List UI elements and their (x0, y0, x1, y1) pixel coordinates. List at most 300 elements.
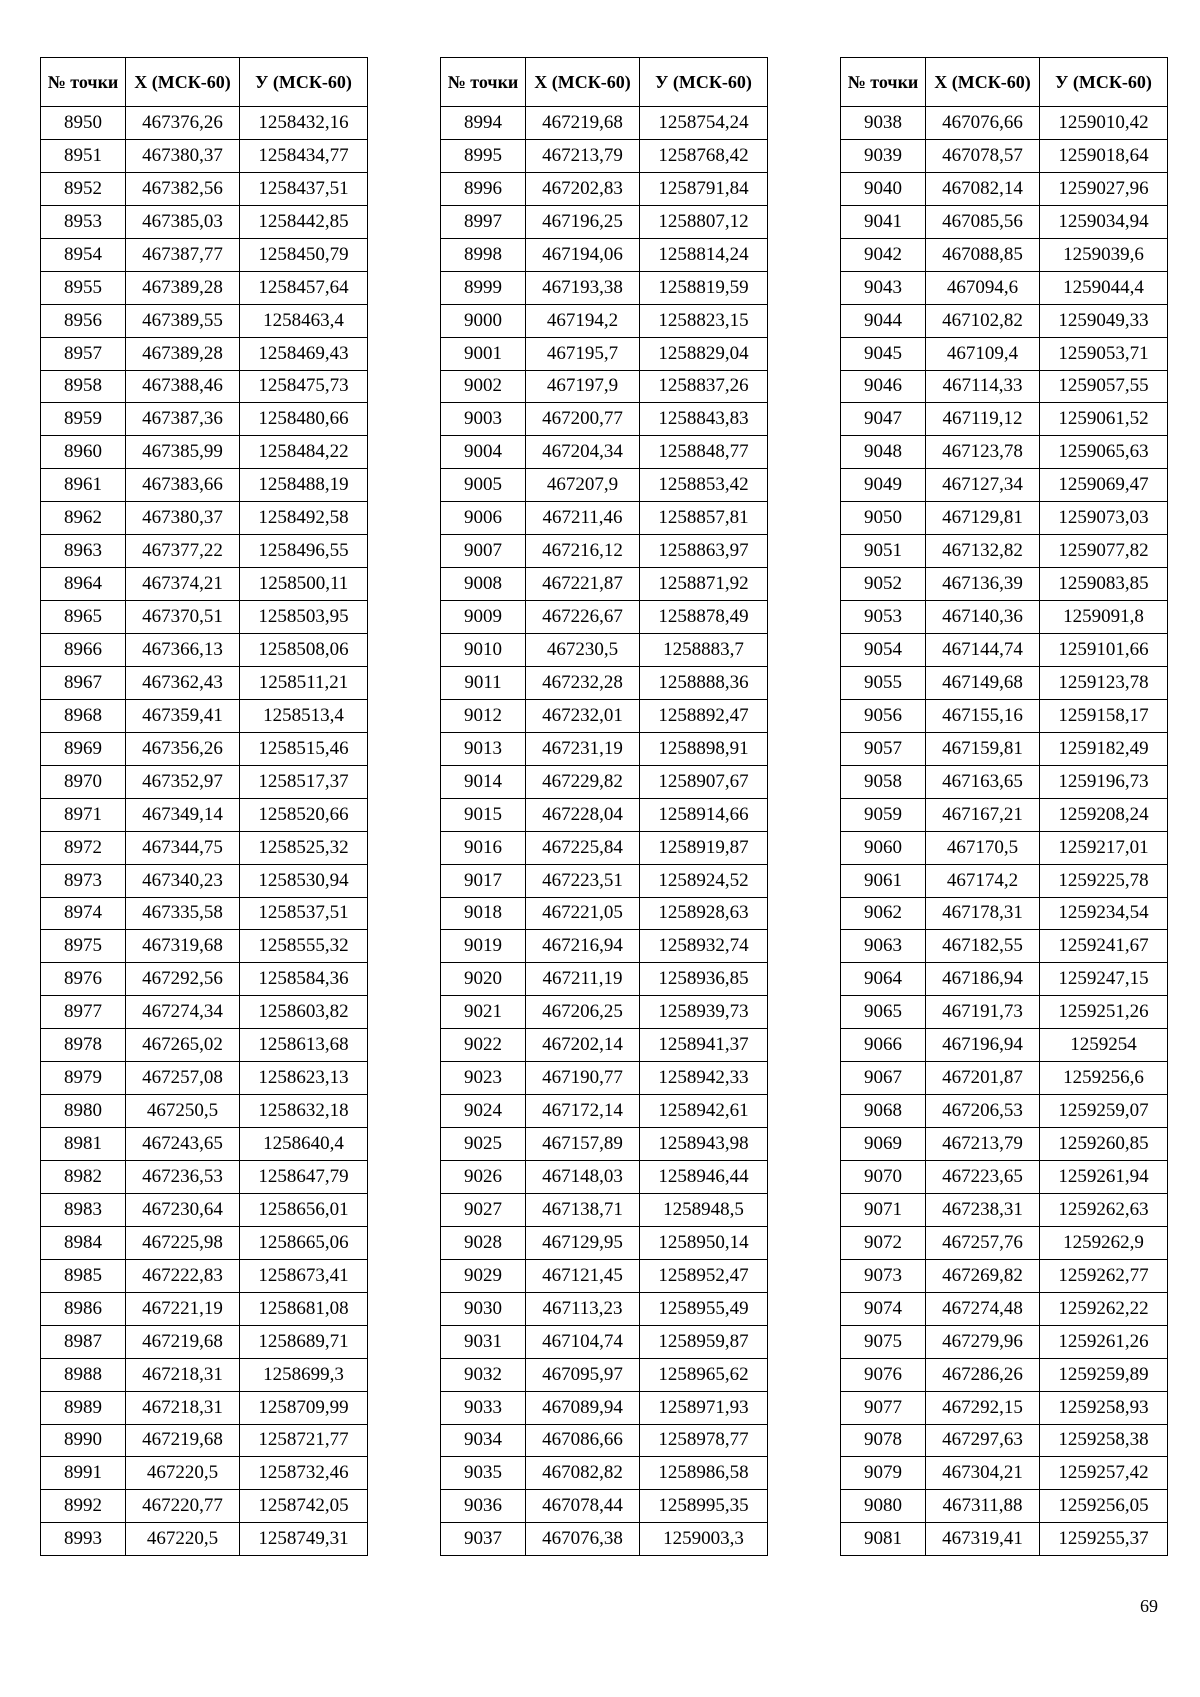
x-coordinate-cell: 467389,28 (126, 271, 240, 304)
table-row (441, 864, 768, 897)
header-x-coordinate: Х (МСК-60) (926, 58, 1040, 107)
y-coordinate-cell: 1258450,79 (240, 238, 368, 271)
point-number-cell: 9066 (841, 1029, 926, 1062)
y-coordinate-cell: 1258513,4 (240, 699, 368, 732)
table-row (41, 765, 368, 798)
table-row (41, 732, 368, 765)
table-row (841, 634, 1168, 667)
x-coordinate-cell: 467223,51 (526, 864, 640, 897)
point-number-cell: 8996 (441, 172, 526, 205)
table-row (441, 139, 768, 172)
point-number-cell: 9020 (441, 963, 526, 996)
point-number-cell: 8958 (41, 370, 126, 403)
y-coordinate-cell: 1259241,67 (1040, 930, 1168, 963)
point-number-cell: 8997 (441, 205, 526, 238)
x-coordinate-cell: 467388,46 (126, 370, 240, 403)
table-row (41, 205, 368, 238)
point-number-cell: 9011 (441, 666, 526, 699)
y-coordinate-cell: 1258463,4 (240, 304, 368, 337)
point-number-cell: 8986 (41, 1292, 126, 1325)
table-row (441, 172, 768, 205)
y-coordinate-cell: 1258823,15 (640, 304, 768, 337)
y-coordinate-cell: 1259258,38 (1040, 1424, 1168, 1457)
point-number-cell: 9057 (841, 732, 926, 765)
point-number-cell: 9004 (441, 436, 526, 469)
x-coordinate-cell: 467225,98 (126, 1226, 240, 1259)
coordinates-table-1 (40, 57, 368, 1556)
y-coordinate-cell: 1258500,11 (240, 568, 368, 601)
point-number-cell: 8993 (41, 1523, 126, 1556)
header-point-number: № точки (41, 58, 126, 107)
table-row (41, 1259, 368, 1292)
y-coordinate-cell: 1258632,18 (240, 1095, 368, 1128)
y-coordinate-cell: 1259027,96 (1040, 172, 1168, 205)
table-row (441, 963, 768, 996)
table-row (441, 1095, 768, 1128)
x-coordinate-cell: 467374,21 (126, 568, 240, 601)
y-coordinate-cell: 1258584,36 (240, 963, 368, 996)
x-coordinate-cell: 467269,82 (926, 1259, 1040, 1292)
x-coordinate-cell: 467190,77 (526, 1062, 640, 1095)
table-row (441, 1523, 768, 1556)
x-coordinate-cell: 467086,66 (526, 1424, 640, 1457)
x-coordinate-cell: 467257,08 (126, 1062, 240, 1095)
y-coordinate-cell: 1258496,55 (240, 535, 368, 568)
y-coordinate-cell: 1258943,98 (640, 1128, 768, 1161)
x-coordinate-cell: 467172,14 (526, 1095, 640, 1128)
table-row (841, 205, 1168, 238)
point-number-cell: 8969 (41, 732, 126, 765)
point-number-cell: 9060 (841, 831, 926, 864)
x-coordinate-cell: 467377,22 (126, 535, 240, 568)
point-number-cell: 9078 (841, 1424, 926, 1457)
point-number-cell: 8999 (441, 271, 526, 304)
y-coordinate-cell: 1258946,44 (640, 1161, 768, 1194)
x-coordinate-cell: 467196,94 (926, 1029, 1040, 1062)
y-coordinate-cell: 1258978,77 (640, 1424, 768, 1457)
y-coordinate-cell: 1259018,64 (1040, 139, 1168, 172)
y-coordinate-cell: 1258814,24 (640, 238, 768, 271)
table-row (441, 732, 768, 765)
y-coordinate-cell: 1258791,84 (640, 172, 768, 205)
y-coordinate-cell: 1258689,71 (240, 1325, 368, 1358)
x-coordinate-cell: 467304,21 (926, 1457, 1040, 1490)
y-coordinate-cell: 1258623,13 (240, 1062, 368, 1095)
point-number-cell: 9068 (841, 1095, 926, 1128)
table-row (41, 1193, 368, 1226)
table-row (841, 699, 1168, 732)
x-coordinate-cell: 467232,01 (526, 699, 640, 732)
x-coordinate-cell: 467078,44 (526, 1490, 640, 1523)
table-row (841, 1259, 1168, 1292)
table-row (41, 172, 368, 205)
y-coordinate-cell: 1258948,5 (640, 1193, 768, 1226)
y-coordinate-cell: 1259091,8 (1040, 601, 1168, 634)
point-number-cell: 9003 (441, 403, 526, 436)
x-coordinate-cell: 467082,14 (926, 172, 1040, 205)
x-coordinate-cell: 467366,13 (126, 634, 240, 667)
x-coordinate-cell: 467335,58 (126, 897, 240, 930)
y-coordinate-cell: 1259049,33 (1040, 304, 1168, 337)
point-number-cell: 8995 (441, 139, 526, 172)
y-coordinate-cell: 1258699,3 (240, 1358, 368, 1391)
table-row (441, 1128, 768, 1161)
point-number-cell: 9018 (441, 897, 526, 930)
table-row (841, 1193, 1168, 1226)
table-row (841, 1424, 1168, 1457)
y-coordinate-cell: 1258517,37 (240, 765, 368, 798)
point-number-cell: 9030 (441, 1292, 526, 1325)
point-number-cell: 8957 (41, 337, 126, 370)
point-number-cell: 9069 (841, 1128, 926, 1161)
y-coordinate-cell: 1259158,17 (1040, 699, 1168, 732)
table-header-row (441, 58, 768, 107)
table-row (441, 205, 768, 238)
point-number-cell: 8961 (41, 469, 126, 502)
header-y-coordinate: У (МСК-60) (1040, 58, 1168, 107)
x-coordinate-cell: 467191,73 (926, 996, 1040, 1029)
y-coordinate-cell: 1259053,71 (1040, 337, 1168, 370)
y-coordinate-cell: 1258503,95 (240, 601, 368, 634)
table-row (841, 864, 1168, 897)
point-number-cell: 8962 (41, 502, 126, 535)
table-row (41, 1161, 368, 1194)
x-coordinate-cell: 467319,41 (926, 1523, 1040, 1556)
point-number-cell: 9040 (841, 172, 926, 205)
table-row (41, 271, 368, 304)
x-coordinate-cell: 467174,2 (926, 864, 1040, 897)
table-row (841, 436, 1168, 469)
table-row (41, 1095, 368, 1128)
table-row (41, 930, 368, 963)
point-number-cell: 9081 (841, 1523, 926, 1556)
x-coordinate-cell: 467148,03 (526, 1161, 640, 1194)
y-coordinate-cell: 1258965,62 (640, 1358, 768, 1391)
table-row (841, 1226, 1168, 1259)
y-coordinate-cell: 1259254 (1040, 1029, 1168, 1062)
point-number-cell: 8985 (41, 1259, 126, 1292)
y-coordinate-cell: 1258709,99 (240, 1391, 368, 1424)
point-number-cell: 9007 (441, 535, 526, 568)
point-number-cell: 8960 (41, 436, 126, 469)
table-row (441, 403, 768, 436)
table-row (41, 666, 368, 699)
x-coordinate-cell: 467132,82 (926, 535, 1040, 568)
y-coordinate-cell: 1259065,63 (1040, 436, 1168, 469)
point-number-cell: 9013 (441, 732, 526, 765)
table-row (41, 1358, 368, 1391)
table-row (41, 1523, 368, 1556)
table-row (41, 634, 368, 667)
x-coordinate-cell: 467127,34 (926, 469, 1040, 502)
table-row (441, 1391, 768, 1424)
y-coordinate-cell: 1259251,26 (1040, 996, 1168, 1029)
point-number-cell: 9032 (441, 1358, 526, 1391)
point-number-cell: 8975 (41, 930, 126, 963)
x-coordinate-cell: 467218,31 (126, 1358, 240, 1391)
y-coordinate-cell: 1259077,82 (1040, 535, 1168, 568)
x-coordinate-cell: 467362,43 (126, 666, 240, 699)
y-coordinate-cell: 1258732,46 (240, 1457, 368, 1490)
header-point-number: № точки (841, 58, 926, 107)
y-coordinate-cell: 1259258,93 (1040, 1391, 1168, 1424)
point-number-cell: 8970 (41, 765, 126, 798)
table-row (41, 963, 368, 996)
point-number-cell: 8981 (41, 1128, 126, 1161)
table-row (441, 1062, 768, 1095)
x-coordinate-cell: 467206,25 (526, 996, 640, 1029)
table-row (441, 996, 768, 1029)
y-coordinate-cell: 1259234,54 (1040, 897, 1168, 930)
point-number-cell: 9001 (441, 337, 526, 370)
table-row (441, 469, 768, 502)
y-coordinate-cell: 1258613,68 (240, 1029, 368, 1062)
x-coordinate-cell: 467385,99 (126, 436, 240, 469)
y-coordinate-cell: 1258907,67 (640, 765, 768, 798)
x-coordinate-cell: 467222,83 (126, 1259, 240, 1292)
table-row (441, 1358, 768, 1391)
x-coordinate-cell: 467114,33 (926, 370, 1040, 403)
x-coordinate-cell: 467094,6 (926, 271, 1040, 304)
point-number-cell: 9023 (441, 1062, 526, 1095)
table-row (841, 666, 1168, 699)
table-row (41, 996, 368, 1029)
y-coordinate-cell: 1258520,66 (240, 798, 368, 831)
point-number-cell: 9052 (841, 568, 926, 601)
y-coordinate-cell: 1259256,05 (1040, 1490, 1168, 1523)
y-coordinate-cell: 1259044,4 (1040, 271, 1168, 304)
table-row (841, 831, 1168, 864)
point-number-cell: 8974 (41, 897, 126, 930)
x-coordinate-cell: 467228,04 (526, 798, 640, 831)
header-x-coordinate: Х (МСК-60) (526, 58, 640, 107)
x-coordinate-cell: 467250,5 (126, 1095, 240, 1128)
table-row (41, 1226, 368, 1259)
point-number-cell: 9063 (841, 930, 926, 963)
y-coordinate-cell: 1258603,82 (240, 996, 368, 1029)
y-coordinate-cell: 1258941,37 (640, 1029, 768, 1062)
x-coordinate-cell: 467387,77 (126, 238, 240, 271)
x-coordinate-cell: 467297,63 (926, 1424, 1040, 1457)
y-coordinate-cell: 1259256,6 (1040, 1062, 1168, 1095)
x-coordinate-cell: 467265,02 (126, 1029, 240, 1062)
y-coordinate-cell: 1258924,52 (640, 864, 768, 897)
point-number-cell: 9012 (441, 699, 526, 732)
x-coordinate-cell: 467076,66 (926, 107, 1040, 140)
point-number-cell: 9072 (841, 1226, 926, 1259)
x-coordinate-cell: 467206,53 (926, 1095, 1040, 1128)
x-coordinate-cell: 467196,25 (526, 205, 640, 238)
point-number-cell: 9028 (441, 1226, 526, 1259)
y-coordinate-cell: 1258807,12 (640, 205, 768, 238)
point-number-cell: 9006 (441, 502, 526, 535)
x-coordinate-cell: 467359,41 (126, 699, 240, 732)
y-coordinate-cell: 1258853,42 (640, 469, 768, 502)
table-row (441, 271, 768, 304)
point-number-cell: 8968 (41, 699, 126, 732)
x-coordinate-cell: 467216,94 (526, 930, 640, 963)
table-row (841, 172, 1168, 205)
x-coordinate-cell: 467349,14 (126, 798, 240, 831)
point-number-cell: 9055 (841, 666, 926, 699)
y-coordinate-cell: 1258871,92 (640, 568, 768, 601)
header-y-coordinate: У (МСК-60) (240, 58, 368, 107)
x-coordinate-cell: 467155,16 (926, 699, 1040, 732)
table-row (41, 370, 368, 403)
table-row (841, 732, 1168, 765)
table-row (41, 568, 368, 601)
x-coordinate-cell: 467385,03 (126, 205, 240, 238)
point-number-cell: 8992 (41, 1490, 126, 1523)
x-coordinate-cell: 467274,34 (126, 996, 240, 1029)
table-row (841, 271, 1168, 304)
y-coordinate-cell: 1258480,66 (240, 403, 368, 436)
y-coordinate-cell: 1258665,06 (240, 1226, 368, 1259)
point-number-cell: 8955 (41, 271, 126, 304)
x-coordinate-cell: 467136,39 (926, 568, 1040, 601)
point-number-cell: 9022 (441, 1029, 526, 1062)
table-row (41, 403, 368, 436)
table-row (441, 666, 768, 699)
table-row (841, 930, 1168, 963)
y-coordinate-cell: 1259260,85 (1040, 1128, 1168, 1161)
y-coordinate-cell: 1258898,91 (640, 732, 768, 765)
y-coordinate-cell: 1259196,73 (1040, 765, 1168, 798)
y-coordinate-cell: 1258492,58 (240, 502, 368, 535)
table-row (841, 304, 1168, 337)
y-coordinate-cell: 1258995,35 (640, 1490, 768, 1523)
y-coordinate-cell: 1259255,37 (1040, 1523, 1168, 1556)
table-row (841, 1161, 1168, 1194)
x-coordinate-cell: 467149,68 (926, 666, 1040, 699)
y-coordinate-cell: 1258768,42 (640, 139, 768, 172)
table-row (41, 107, 368, 140)
y-coordinate-cell: 1258950,14 (640, 1226, 768, 1259)
y-coordinate-cell: 1258515,46 (240, 732, 368, 765)
y-coordinate-cell: 1258939,73 (640, 996, 768, 1029)
table-row (841, 1128, 1168, 1161)
y-coordinate-cell: 1258819,59 (640, 271, 768, 304)
table-row (441, 1457, 768, 1490)
point-number-cell: 9064 (841, 963, 926, 996)
y-coordinate-cell: 1259225,78 (1040, 864, 1168, 897)
table-row (41, 831, 368, 864)
y-coordinate-cell: 1258742,05 (240, 1490, 368, 1523)
table-row (841, 1523, 1168, 1556)
point-number-cell: 9029 (441, 1259, 526, 1292)
y-coordinate-cell: 1258457,64 (240, 271, 368, 304)
table-row (41, 864, 368, 897)
y-coordinate-cell: 1258484,22 (240, 436, 368, 469)
x-coordinate-cell: 467292,56 (126, 963, 240, 996)
table-row (841, 1490, 1168, 1523)
point-number-cell: 9075 (841, 1325, 926, 1358)
point-number-cell: 8965 (41, 601, 126, 634)
point-number-cell: 9000 (441, 304, 526, 337)
y-coordinate-cell: 1259101,66 (1040, 634, 1168, 667)
x-coordinate-cell: 467109,4 (926, 337, 1040, 370)
y-coordinate-cell: 1259262,9 (1040, 1226, 1168, 1259)
table-row (441, 107, 768, 140)
point-number-cell: 9014 (441, 765, 526, 798)
x-coordinate-cell: 467088,85 (926, 238, 1040, 271)
point-number-cell: 9043 (841, 271, 926, 304)
x-coordinate-cell: 467193,38 (526, 271, 640, 304)
y-coordinate-cell: 1259262,77 (1040, 1259, 1168, 1292)
y-coordinate-cell: 1258555,32 (240, 930, 368, 963)
point-number-cell: 9074 (841, 1292, 926, 1325)
y-coordinate-cell: 1258432,16 (240, 107, 368, 140)
point-number-cell: 8956 (41, 304, 126, 337)
x-coordinate-cell: 467221,05 (526, 897, 640, 930)
table-row (841, 1457, 1168, 1490)
page-number: 69 (1140, 1596, 1158, 1616)
x-coordinate-cell: 467236,53 (126, 1161, 240, 1194)
table-row (441, 930, 768, 963)
y-coordinate-cell: 1258952,47 (640, 1259, 768, 1292)
y-coordinate-cell: 1259261,94 (1040, 1161, 1168, 1194)
point-number-cell: 8954 (41, 238, 126, 271)
x-coordinate-cell: 467170,5 (926, 831, 1040, 864)
point-number-cell: 9016 (441, 831, 526, 864)
table-row (841, 1095, 1168, 1128)
point-number-cell: 9033 (441, 1391, 526, 1424)
x-coordinate-cell: 467370,51 (126, 601, 240, 634)
point-number-cell: 9039 (841, 139, 926, 172)
point-number-cell: 9080 (841, 1490, 926, 1523)
x-coordinate-cell: 467076,38 (526, 1523, 640, 1556)
y-coordinate-cell: 1259003,3 (640, 1523, 768, 1556)
point-number-cell: 8973 (41, 864, 126, 897)
point-number-cell: 8998 (441, 238, 526, 271)
table-header-row (841, 58, 1168, 107)
x-coordinate-cell: 467078,57 (926, 139, 1040, 172)
x-coordinate-cell: 467123,78 (926, 436, 1040, 469)
y-coordinate-cell: 1259039,6 (1040, 238, 1168, 271)
x-coordinate-cell: 467340,23 (126, 864, 240, 897)
y-coordinate-cell: 1258530,94 (240, 864, 368, 897)
x-coordinate-cell: 467220,5 (126, 1523, 240, 1556)
table-row (41, 238, 368, 271)
point-number-cell: 9047 (841, 403, 926, 436)
y-coordinate-cell: 1258848,77 (640, 436, 768, 469)
y-coordinate-cell: 1258955,49 (640, 1292, 768, 1325)
table-row (441, 370, 768, 403)
x-coordinate-cell: 467229,82 (526, 765, 640, 798)
point-number-cell: 9062 (841, 897, 926, 930)
x-coordinate-cell: 467089,94 (526, 1391, 640, 1424)
table-row (841, 535, 1168, 568)
x-coordinate-cell: 467220,77 (126, 1490, 240, 1523)
x-coordinate-cell: 467195,7 (526, 337, 640, 370)
point-number-cell: 9050 (841, 502, 926, 535)
table-row (441, 304, 768, 337)
point-number-cell: 9048 (841, 436, 926, 469)
table-row (441, 765, 768, 798)
point-number-cell: 8953 (41, 205, 126, 238)
point-number-cell: 9038 (841, 107, 926, 140)
point-number-cell: 8984 (41, 1226, 126, 1259)
table-row (441, 831, 768, 864)
table-row (841, 568, 1168, 601)
x-coordinate-cell: 467129,81 (926, 502, 1040, 535)
y-coordinate-cell: 1259247,15 (1040, 963, 1168, 996)
table-row (41, 601, 368, 634)
point-number-cell: 9073 (841, 1259, 926, 1292)
point-number-cell: 8976 (41, 963, 126, 996)
x-coordinate-cell: 467226,67 (526, 601, 640, 634)
x-coordinate-cell: 467274,48 (926, 1292, 1040, 1325)
